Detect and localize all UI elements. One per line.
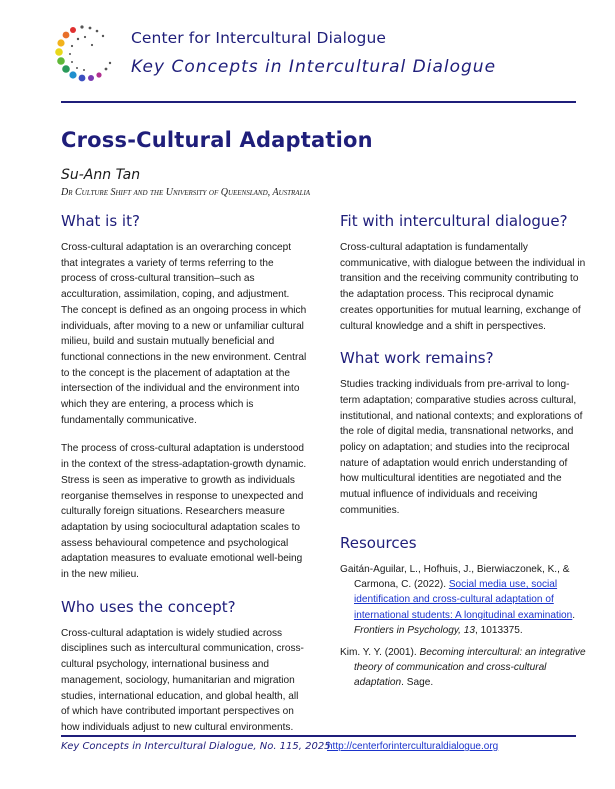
reference-publisher: . Sage. [401,677,434,689]
section-heading: Resources [340,533,417,552]
page-title: Cross-Cultural Adaptation [61,128,373,152]
section-what-is-it [61,212,309,583]
footer-website-link[interactable]: http://centerforinterculturaldialogue.org [327,741,499,752]
section-remains [340,349,588,518]
page-header [0,0,615,110]
paragraph: The process of cross-cultural adaptation is understood in the context of the stress-adaptation-growth dynamic. Stress is seen as imperative to growth as individuals reorganise themselves in response to unexpected and culturally foreign situations. Researchers measure adaptation by using sociocultural adaptation scales to assess behavioural competence and psychological adaptation measures to evaluate emotional well-being in the new milieu. [61,443,307,581]
reference-journal: Frontiers in Psychology, 13 [354,625,475,637]
reference-item: Gaitán-Aguilar, L., Hofhuis, J., Bierwiaczonek, K., & Carmona, C. (2022). Social media use, social identification and cross-cultural adaptation of international students: A longitudinal examination. Frontiers in Psychology, 13, 1013375. [340,563,576,637]
org-name: Center for Intercultural Dialogue [131,29,387,47]
paragraph: Studies tracking individuals from pre-arrival to long-term adaptation; comparative studies across cultural, institutional, and national contexts; and explorations of the role of digital media, transnational networks, and policy on adaptation; and studies into the reciprocal nature of adaptation would enrich understanding of how multicultural identities are negotiated and the mutual influence of individuals and receiving communities. [340,379,583,516]
series-title: Key Concepts in Intercultural Dialogue [131,57,497,77]
left-column [61,212,309,736]
reference-authors: Gaitán-Aguilar, L., Hofhuis, J., Bierwiaczonek, K., & Carmona, C. (2022). [340,563,570,590]
section-resources [340,534,588,691]
section-fit [340,212,588,334]
reference-pages: , 1013375. [475,625,523,637]
header-divider [61,101,576,103]
section-heading: What work remains? [340,349,494,368]
reference-link[interactable]: Social media use, social identification and cross-cultural adaptation of international students: A longitudinal examination [354,578,573,621]
author-name: Su-Ann Tan [61,167,141,183]
center-logo-icon [55,22,117,84]
paragraph: Cross-cultural adaptation is fundamentally communicative, with dialogue between the individual in transition and the receiving community contributing to the adaptation process. This reciprocal dynamic creates opportunities for mutual learning, exchange of cultural knowledge and a shift in perspectives. [340,242,586,332]
section-who-uses [61,598,309,736]
reference-title: Becoming intercultural: an integrative theory of communication and cross-cultural adaptation [354,646,586,689]
right-column [340,212,588,697]
author-affiliation: Dr Culture Shift and the University of Queensland, Australia [61,187,311,198]
footer-divider [61,735,576,737]
paragraph: Cross-cultural adaptation is an overarching concept that integrates a variety of terms referring to the process of cross-cultural transition–such as acculturation, assimilation, coping, and adjustment. The concept is defined as an ongoing process in which individuals, after moving to a new or unfamiliar cultural milieu, build and sustain mutually beneficial and functional connections in the new environment. Central to the concept is the placement of adaptation at the intersection of the individual and the environment into which they are entering, a process which is fundamentally communicative. [61,242,307,426]
reference-authors: Kim. Y. Y. (2001). [340,646,417,658]
reference-item [340,645,588,691]
section-heading: Fit with intercultural dialogue? [340,212,568,230]
section-heading: What is it? [61,212,140,230]
footer-citation: Key Concepts in Intercultural Dialogue, No. 115, 2025 [61,741,331,752]
section-heading: Who uses the concept? [61,597,236,616]
paragraph: Cross-cultural adaptation is widely studied across disciplines such as intercultural communication, cross-cultural psychology, international business and management, sociology, humanitarian and migration studies, international education, and global health, all of which have contributed important perspectives on how individuals adjust to new cultural environments. [61,627,304,733]
